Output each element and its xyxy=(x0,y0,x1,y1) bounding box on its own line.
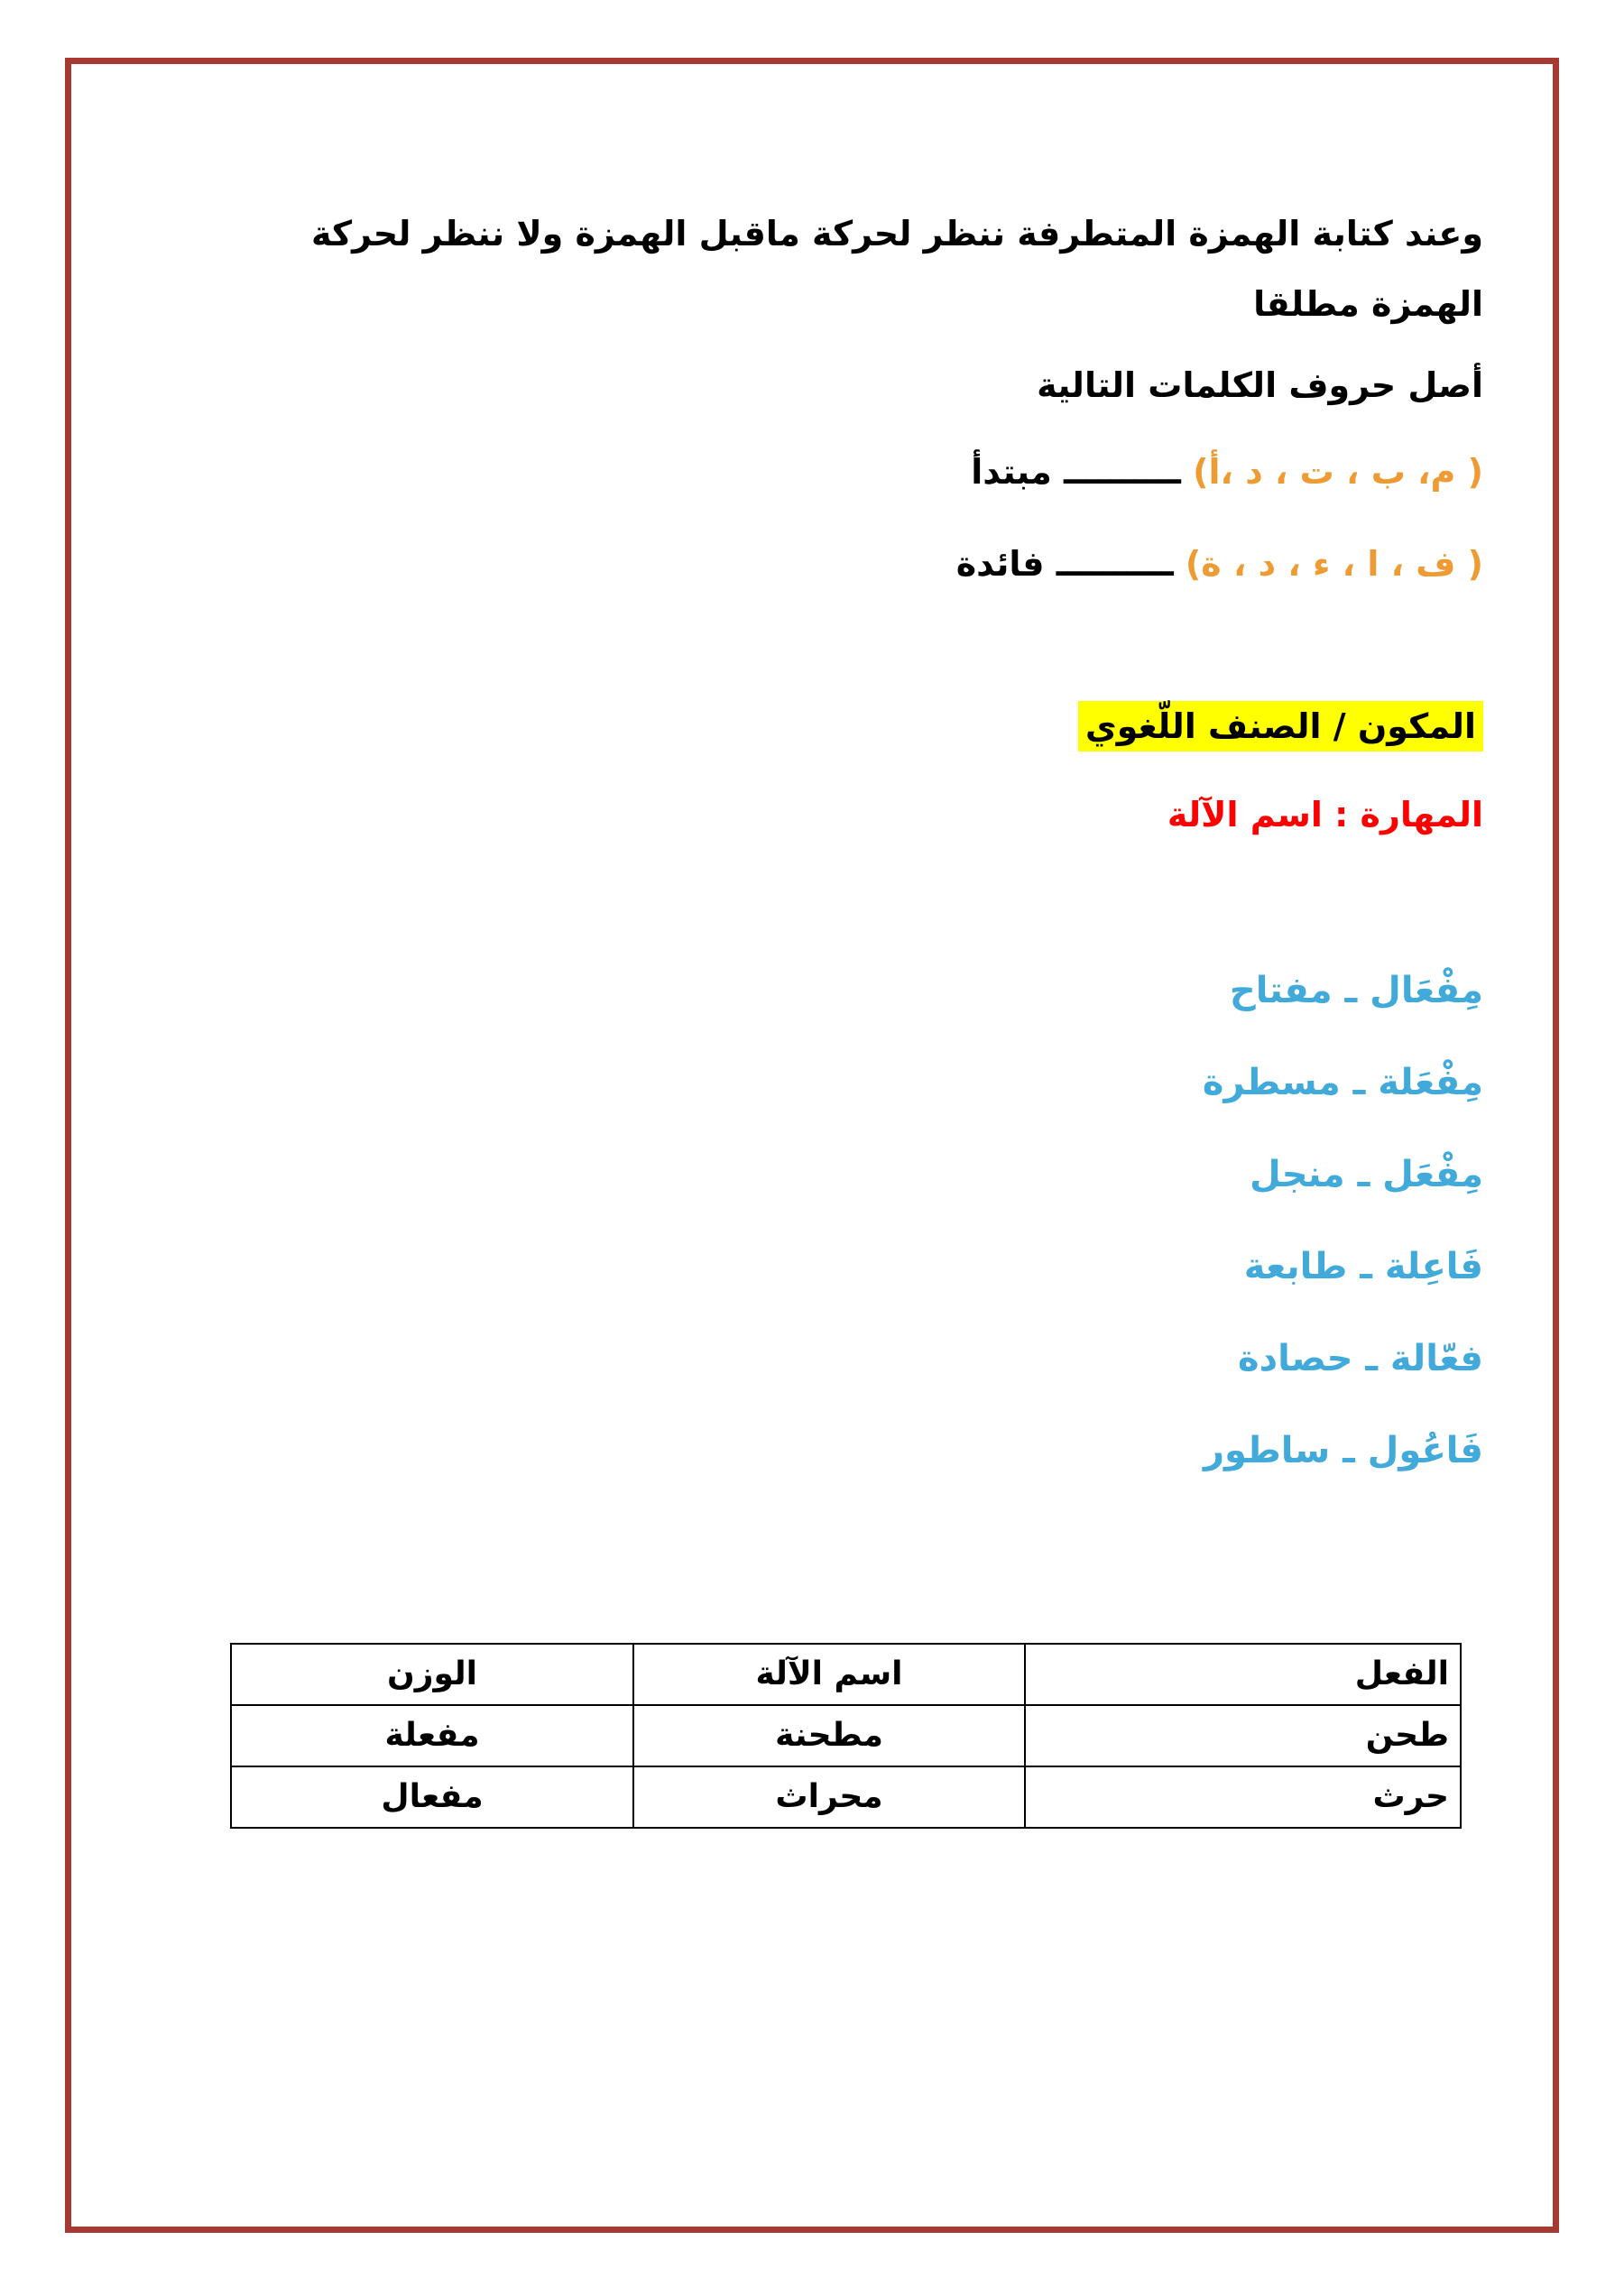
component-heading-highlighted: المكون / الصنف اللّغوي xyxy=(1078,701,1483,752)
cell-noun: مطحنة xyxy=(633,1705,1025,1766)
instrument-noun-table xyxy=(230,1643,1462,1829)
table-row xyxy=(231,1705,1461,1766)
pattern-line-mifala: مِفْعَلة ـ مسطرة xyxy=(1202,1061,1483,1103)
cell-weight: مفعلة xyxy=(231,1705,633,1766)
cell-verb: طحن xyxy=(1025,1705,1461,1766)
skill-heading: المهارة : اسم الآلة xyxy=(1167,794,1483,834)
header-instrument-noun: اسم الآلة xyxy=(633,1644,1025,1705)
origin-line-faida xyxy=(143,544,1483,584)
cell-weight: مفعال xyxy=(231,1766,633,1828)
header-verb: الفعل xyxy=(1025,1644,1461,1705)
origin-letters-faida: ( ف ، ا ، ء ، د ، ة) xyxy=(1185,543,1483,584)
table-header-row xyxy=(231,1644,1461,1705)
origin-letters-mubtada: ( م، ب ، ت ، د ،أ) xyxy=(1193,451,1483,492)
table-row xyxy=(231,1766,1461,1828)
cell-noun: محراث xyxy=(633,1766,1025,1828)
dash-line: ــــــــــ xyxy=(1056,543,1174,584)
origin-word-faida: فائدة xyxy=(955,543,1045,584)
header-pattern-weight: الوزن xyxy=(231,1644,633,1705)
cell-verb: حرث xyxy=(1025,1766,1461,1828)
origin-word-mubtada: مبتدأ xyxy=(971,451,1052,492)
component-heading-wrap xyxy=(143,701,1483,752)
page-content xyxy=(71,64,1553,2227)
instrument-patterns-list xyxy=(143,970,1483,1471)
dash-line: ــــــــــ xyxy=(1064,451,1181,492)
pattern-line-faaala: فعّالة ـ حصادة xyxy=(1238,1337,1483,1379)
hamza-rule-paragraph: وعند كتابة الهمزة المتطرفة ننظر لحركة ماقبل الهمزة ولا ننظر لحركة الهمزة مطلقا xyxy=(310,214,1483,324)
pattern-line-faaul: فَاعُول ـ ساطور xyxy=(1204,1429,1483,1471)
pattern-line-faila: فَاعِلة ـ طابعة xyxy=(1243,1245,1483,1287)
origin-letters-heading: أصل حروف الكلمات التالية xyxy=(1037,364,1483,405)
pattern-line-mifal: مِفْعَل ـ منجل xyxy=(1250,1153,1483,1195)
pattern-line-mifaal: مِفْعَال ـ مفتاح xyxy=(1229,969,1483,1011)
origin-line-mubtada xyxy=(143,452,1483,492)
page-border xyxy=(65,58,1559,2233)
